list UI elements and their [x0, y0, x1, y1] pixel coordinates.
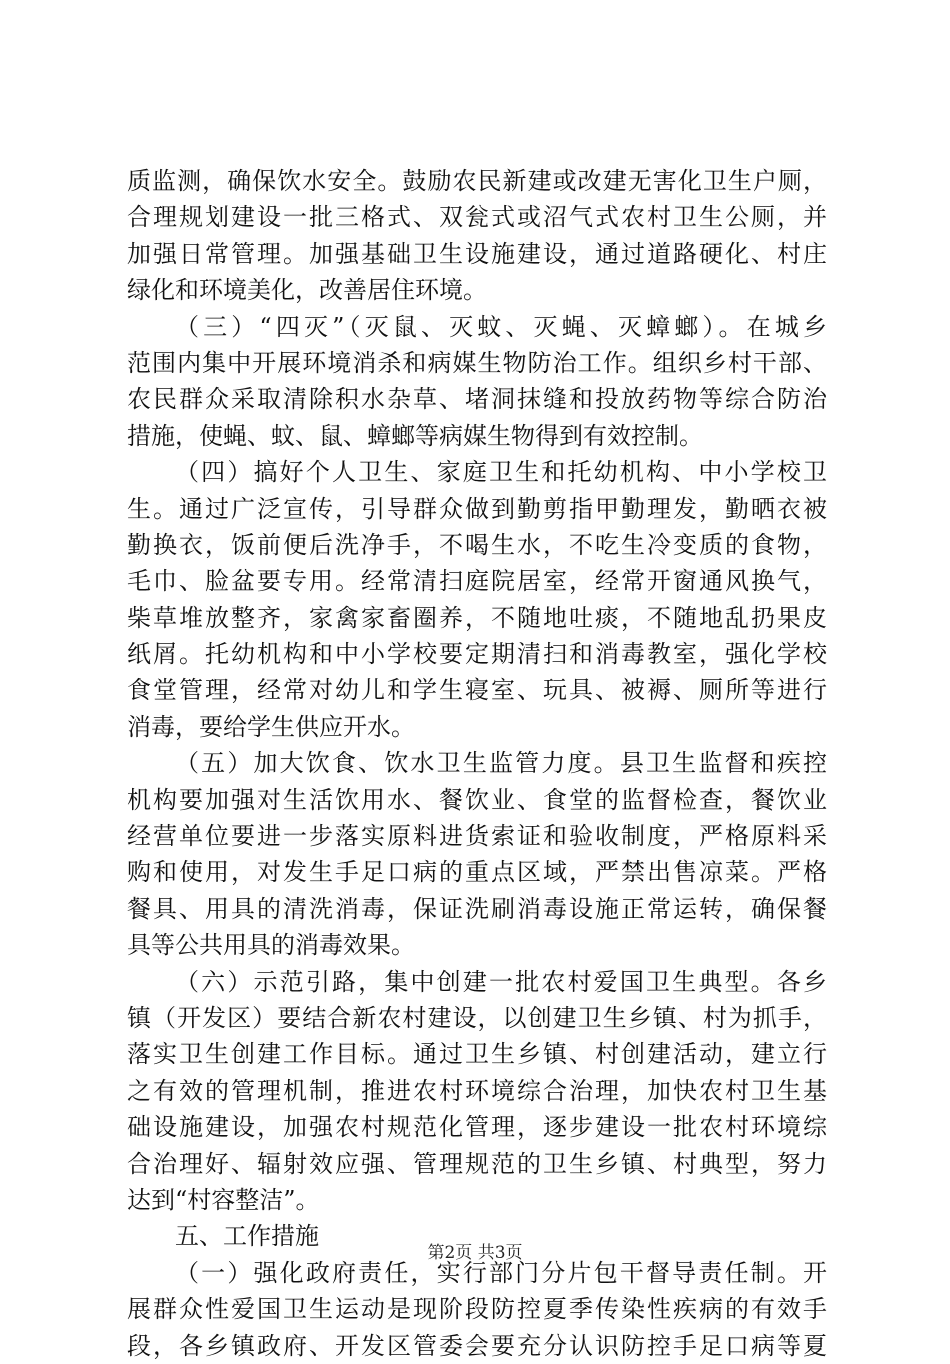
text-line: 加强日常管理。加强基础卫生设施建设，通过道路硬化、村庄: [127, 239, 827, 268]
text-line: 具等公共用具的消毒效果。: [127, 931, 415, 960]
text-line: （五）加大饮食、饮水卫生监管力度。县卫生监督和疾控: [175, 749, 827, 778]
text-line: 落实卫生创建工作目标。通过卫生乡镇、村创建活动，建立行: [127, 1040, 827, 1069]
text-line: 餐具、用具的清洗消毒，保证洗刷消毒设施正常运转，确保餐: [127, 894, 827, 923]
text-line: 消毒，要给学生供应开水。: [127, 712, 415, 741]
text-line: 购和使用，对发生手足口病的重点区域，严禁出售凉菜。严格: [127, 858, 827, 887]
text-line: 绿化和环境美化，改善居住环境。: [127, 276, 487, 305]
text-line: 之有效的管理机制，推进农村环境综合治理，加快农村卫生基: [127, 1076, 827, 1105]
text-line: （三）“四灭”（灭鼠、灭蚊、灭蝇、灭蟑螂）。在城乡: [175, 312, 827, 341]
text-line: 合理规划建设一批三格式、双瓮式或沼气式农村卫生公厕，并: [127, 203, 827, 232]
text-line: 五、工作措施: [175, 1222, 319, 1251]
text-line: 展群众性爱国卫生运动是现阶段防控夏季传染性疾病的有效手: [127, 1295, 827, 1324]
text-line: （一）强化政府责任，实行部门分片包干督导责任制。开: [175, 1258, 827, 1287]
text-line: 毛巾、脸盆要专用。经常清扫庭院居室，经常开窗通风换气，: [127, 567, 827, 596]
text-line: 达到“村容整洁”。: [127, 1185, 320, 1214]
text-line: （六）示范引路，集中创建一批农村爱国卫生典型。各乡: [175, 967, 827, 996]
page-footer: 第2页 共3页: [427, 1243, 523, 1263]
text-line: 合治理好、辐射效应强、管理规范的卫生乡镇、村典型，努力: [127, 1149, 827, 1178]
text-line: 机构要加强对生活饮用水、餐饮业、食堂的监督检查，餐饮业: [127, 785, 827, 814]
text-line: 质监测，确保饮水安全。鼓励农民新建或改建无害化卫生户厕，: [127, 167, 827, 195]
text-line: 纸屑。托幼机构和中小学校要定期清扫和消毒教室，强化学校: [127, 640, 827, 669]
text-line: 镇（开发区）要结合新农村建设，以创建卫生乡镇、村为抓手，: [127, 1003, 827, 1032]
text-line: 生。通过广泛宣传，引导群众做到勤剪指甲勤理发，勤晒衣被: [127, 494, 827, 523]
body-text: [127, 163, 827, 1364]
text-line: （四）搞好个人卫生、家庭卫生和托幼机构、中小学校卫: [175, 458, 827, 487]
text-line: 经营单位要进一步落实原料进货索证和验收制度，严格原料采: [127, 822, 827, 851]
text-line: 勤换衣，饭前便后洗净手，不喝生水，不吃生冷变质的食物，: [127, 530, 827, 559]
text-line: 柴草堆放整齐，家禽家畜圈养，不随地吐痰，不随地乱扔果皮: [127, 603, 827, 632]
text-line: 础设施建设，加强农村规范化管理，逐步建设一批农村环境综: [127, 1113, 827, 1142]
text-line: 农民群众采取清除积水杂草、堵洞抹缝和投放药物等综合防治: [127, 385, 827, 414]
text-line: 范围内集中开展环境消杀和病媒生物防治工作。组织乡村干部、: [127, 348, 827, 377]
text-line: 措施，使蝇、蚊、鼠、蟑螂等病媒生物得到有效控制。: [127, 421, 703, 450]
text-line: 段，各乡镇政府、开发区管委会要充分认识防控手足口病等夏: [127, 1331, 827, 1360]
text-line: 食堂管理，经常对幼儿和学生寝室、玩具、被褥、厕所等进行: [127, 676, 827, 705]
